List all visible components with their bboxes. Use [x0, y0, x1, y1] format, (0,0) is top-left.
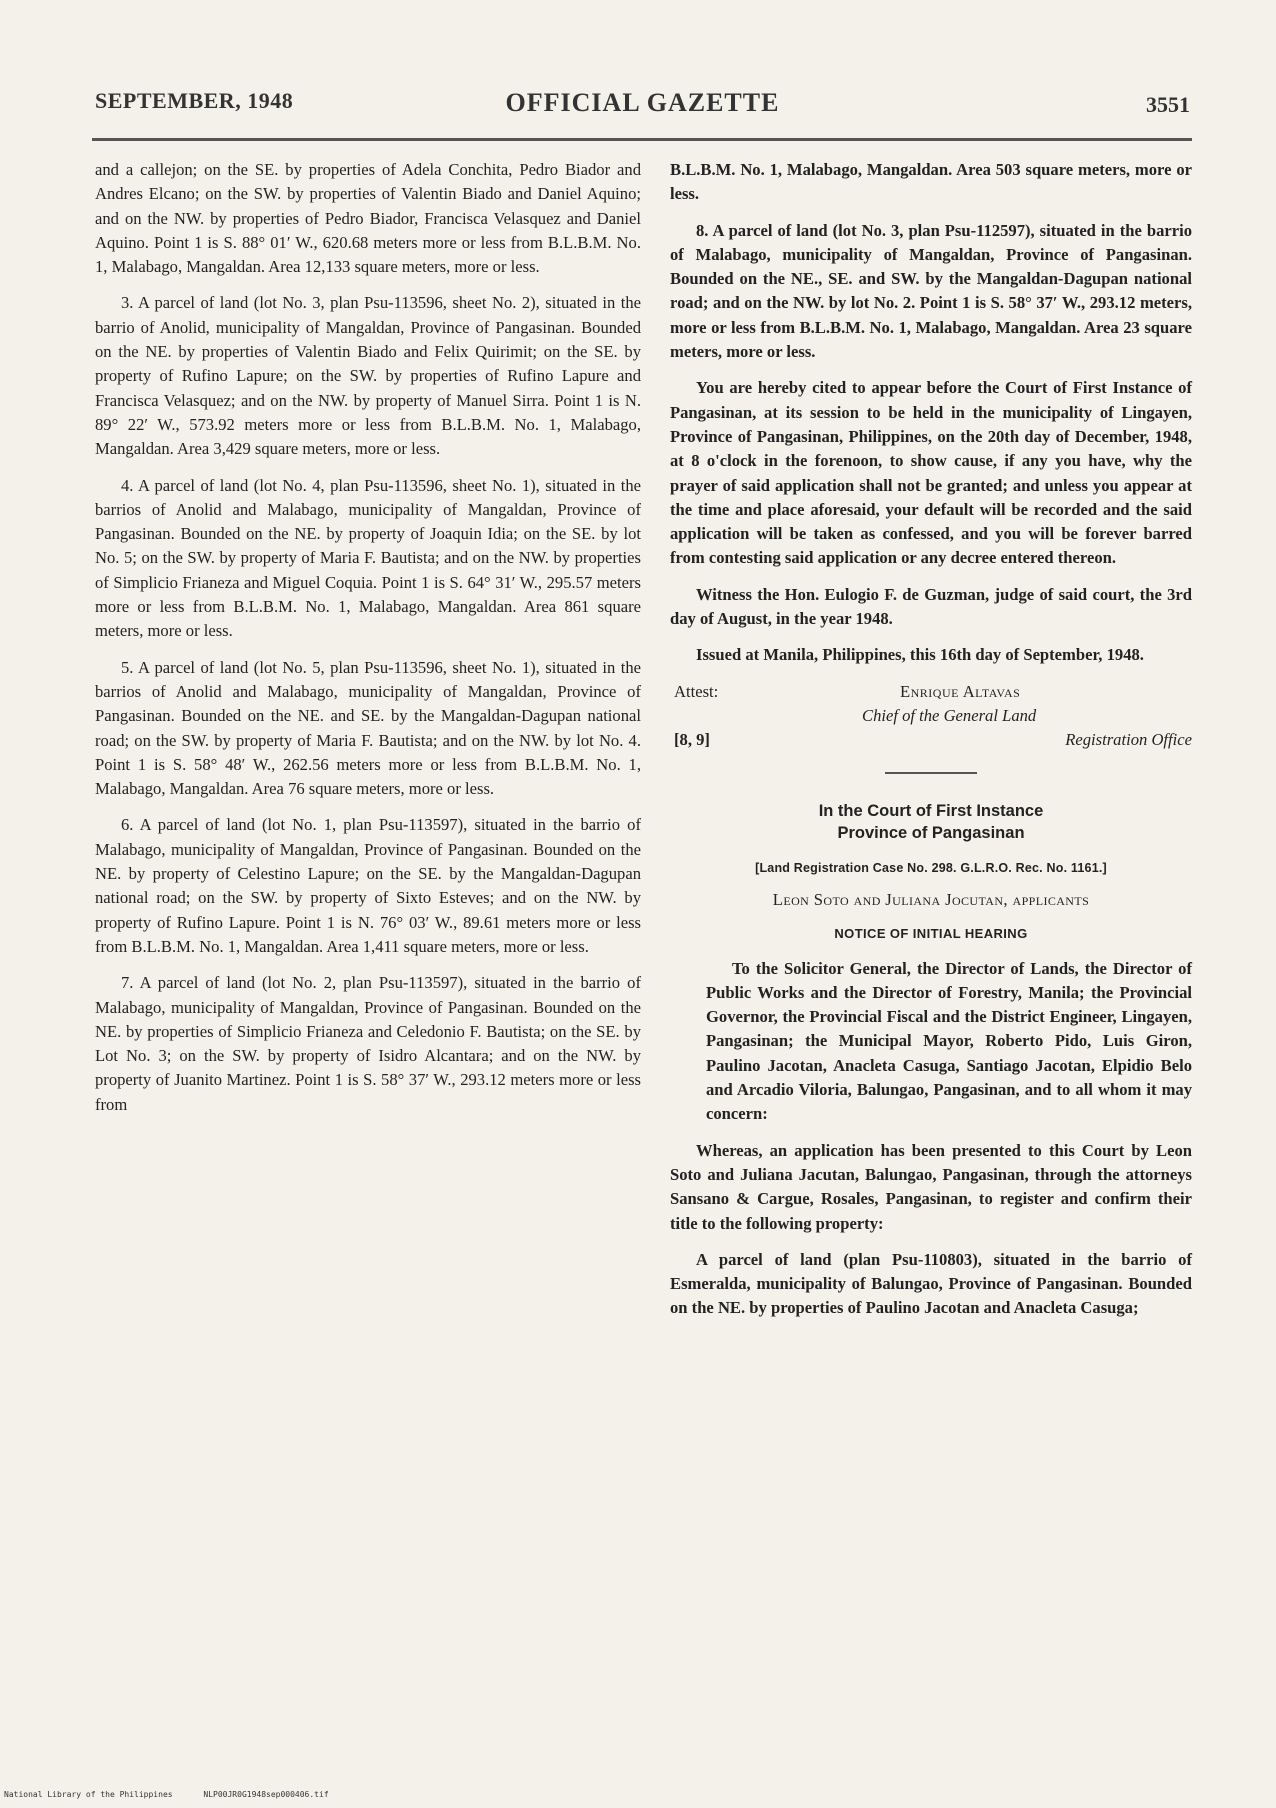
paragraph: You are hereby cited to appear before the Court of First Instance of Pangasinan, at its session to be held in the municipality of Lingayen, Province of Pangasinan, Philippines, on the 20th day of December, 1948, at 8 o'clock in the forenoon, to show cause, if any you have, why the prayer of said application shall not be granted; and unless you appear at the time and place aforesaid, your default will be recorded and the said application will be taken as confessed, and you will be forever barred from contesting said application or any decree entered thereon. — [670, 378, 1192, 568]
header-rule — [92, 138, 1192, 141]
paragraph: 8. A parcel of land (lot No. 3, plan Psu-112597), situated in the barrio of Malabago, municipality of Mangaldan, Province of Pangasinan. Bounded on the NE., SE. and SW. by the Mangaldan-Dagupan national road; and on the NW. by lot No. 2. Point 1 is S. 58° 37′ W., 293.12 meters, more or less from B.L.B.M. No. 1, Malabago, Mangaldan. Area 23 square meters, more or less. — [670, 220, 1192, 362]
attest-title-continued: Registration Office — [1065, 729, 1192, 749]
header-date: SEPTEMBER, 1948 — [95, 88, 294, 113]
attestation-block — [670, 680, 1192, 762]
file-name: NLP00JR0G1948sep000406.tif — [203, 1790, 329, 1799]
paragraph: Witness the Hon. Eulogio F. de Guzman, judge of said court, the 3rd day of August, in the year 1948. — [670, 584, 1192, 629]
attest-name: Enrique Altavas — [900, 681, 1021, 701]
left-column — [95, 158, 641, 1129]
applicants-line: Leon Soto and Juliana Jocutan, applicants — [772, 889, 1090, 909]
paragraph: A parcel of land (plan Psu-110803), situated in the barrio of Esmeralda, municipality of Balungao, Province of Pangasinan. Bounded on the NE. by properties of Paulino Jacotan and Anacleta Casuga; — [670, 1249, 1192, 1318]
scan-footer — [4, 1790, 355, 1799]
court-name: In the Court of First Instance — [818, 801, 1044, 820]
page-header — [95, 88, 1190, 128]
right-column — [670, 158, 1192, 1333]
library-credit: National Library of the Philippines — [4, 1790, 173, 1799]
attest-title: Chief of the General Land — [862, 705, 1037, 725]
case-reference: [Land Registration Case No. 298. G.L.R.O. Rec. No. 1161.] — [755, 860, 1107, 875]
addressees-paragraph: To the Solicitor General, the Director of Lands, the Director of Public Works and the Director of Forestry, Manila; the Provincial Governor, the Provincial Fiscal and the District Engineer, Lingayen, Pangasinan; the Municipal Mayor, Roberto Pido, Luis Giron, Paulino Jacotan, Anacleta Casuga, Santiago Jacotan, Elpidio Belo and Arcadio Viloria, Balungao, Pangasinan, and to all whom it may concern: — [706, 958, 1192, 1124]
paragraph: 6. A parcel of land (lot No. 1, plan Psu-113597), situated in the barrio of Malabago, municipality of Mangaldan, Province of Pangasinan. Bounded on the NE. by property of Celestino Lapure; on the SE. by the Mangaldan-Dagupan national road; on the SW. by property of Sixto Esteves; and on the NW. by property of Rufino Lapure. Point 1 is N. 76° 03′ W., 89.61 meters more or less from B.L.B.M. No. 1, Mangaldan. Area 1,411 square meters, more or less. — [95, 815, 641, 956]
paragraph: 4. A parcel of land (lot No. 4, plan Psu-113596, sheet No. 1), situated in the barrios of Anolid and Malabago, municipality of Mangaldan, Province of Pangasinan. Bounded on the NE. by property of Joaquin Idia; on the SE. by lot No. 5; on the SW. by property of Maria F. Bautista; and on the NW. by properties of Simplicio Frianeza and Miguel Coquia. Point 1 is S. 64° 31′ W., 295.57 meters more or less from B.L.B.M. No. 1, Malabago, Mangaldan. Area 861 square meters, more or less. — [95, 475, 641, 641]
publication-title: OFFICIAL GAZETTE — [505, 88, 780, 117]
paragraph: 5. A parcel of land (lot No. 5, plan Psu-113596, sheet No. 1), situated in the barrios of Anolid and Malabago, municipality of Mangaldan, Province of Pangasinan. Bounded on the NE. and SE. by the Mangaldan-Dagupan national road; on the SW. by property of Maria F. Bautista; and on the NW. by lot No. 4. Point 1 is S. 58° 48′ W., 262.56 meters more or less from B.L.B.M. No. 1, Malabago, Mangaldan. Area 76 square meters, more or less. — [95, 657, 641, 799]
paragraph: B.L.B.M. No. 1, Malabago, Mangaldan. Area 503 square meters, more or less. — [670, 160, 1192, 204]
page-number: 3551 — [1146, 92, 1190, 117]
paragraph: 7. A parcel of land (lot No. 2, plan Psu-113597), situated in the barrio of Malabago, municipality of Mangaldan, Province of Pangasinan. Bounded on the NE. by properties of Simplicio Frianeza and Celedonio F. Bautista; on the SE. by Lot No. 3; on the SW. by property of Isidro Alcantara; and on the NW. by property of Juanito Martinez. Point 1 is S. 58° 37′ W., 293.12 meters more or less from — [95, 973, 641, 1114]
paragraph: and a callejon; on the SE. by properties of Adela Conchita, Pedro Biador and Andres Elcano; on the SW. by properties of Valentin Biado and Daniel Aquino; and on the NW. by properties of Pedro Biador, Francisca Velasquez and Daniel Aquino. Point 1 is S. 88° 01′ W., 620.68 meters more or less from B.L.B.M. No. 1, Malabago, Mangaldan. Area 12,133 square meters, more or less. — [95, 160, 641, 277]
paragraph: Issued at Manila, Philippines, this 16th day of September, 1948. — [696, 645, 1144, 665]
paragraph: 3. A parcel of land (lot No. 3, plan Psu-113596, sheet No. 2), situated in the barrio of Anolid, municipality of Mangaldan, Province of Pangasinan. Bounded on the NE. by properties of Valentin Biado and Felix Quirimit; on the SE. by property of Rufino Lapure; on the SW. by properties of Rufino Lapure and Francisca Velasquez; and on the NW. by property of Manuel Sirra. Point 1 is N. 89° 22′ W., 573.92 meters more or less from B.L.B.M. No. 1, Malabago, Mangaldan. Area 3,429 square meters, more or less. — [95, 293, 641, 459]
paragraph: Whereas, an application has been presented to this Court by Leon Soto and Juliana Jacutan, Balungao, Pangasinan, through the attorneys Sansano & Cargue, Rosales, Pangasinan, to register and confirm their title to the following property: — [670, 1140, 1192, 1233]
court-heading — [670, 800, 1192, 844]
court-province: Province of Pangasinan — [837, 823, 1025, 842]
attest-label: Attest: — [674, 681, 719, 701]
attest-reference: [8, 9] — [674, 729, 710, 749]
section-divider — [885, 772, 977, 774]
notice-title: NOTICE OF INITIAL HEARING — [834, 926, 1028, 942]
